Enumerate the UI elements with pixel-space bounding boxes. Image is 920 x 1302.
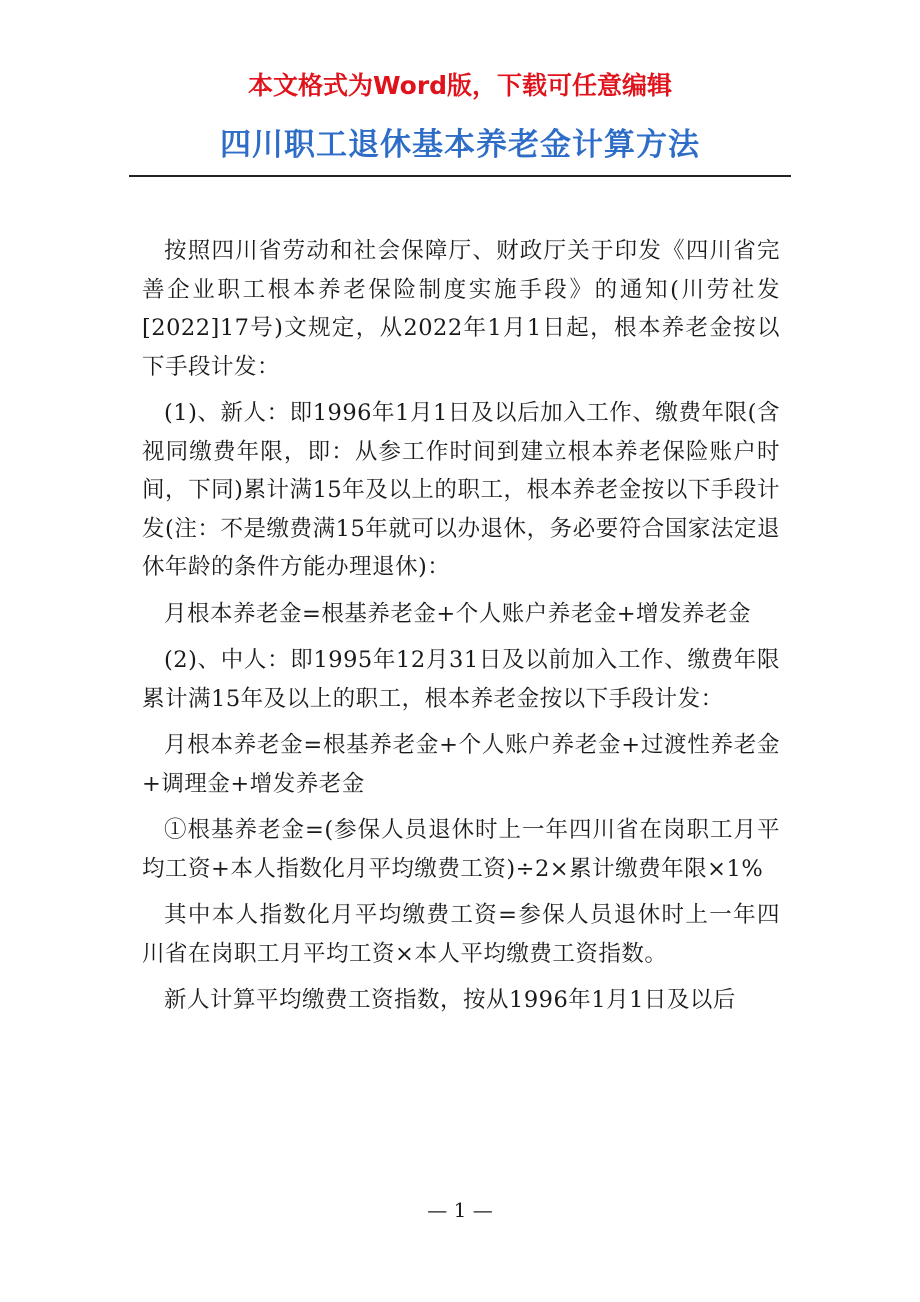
paragraph-new-retirees: (1)、新人：即1996年1月1日及以后加入工作、缴费年限(含视同缴费年限，即：从参工作时间到建立根本养老保险账户时间，下同)累计满15年及以上的职工，根本养老金按以下手段计发(注：不是缴费满15年就可以办退休，务必要符合国家法定退休年龄的条件方能办理退休)： bbox=[142, 400, 780, 580]
document-title: 四川职工退休基本养老金计算方法 bbox=[220, 127, 700, 163]
paragraph-intro: 按照四川省劳动和社会保障厅、财政厅关于印发《四川省完善企业职工根本养老保险制度实施手段》的通知(川劳社发[2022]17号)文规定，从2022年1月1日起，根本养老金按以下手段计发： bbox=[142, 238, 780, 380]
paragraph-middle-retirees: (2)、中人：即1995年12月31日及以前加入工作、缴费年限累计满15年及以上的职工，根本养老金按以下手段计发： bbox=[142, 647, 780, 712]
paragraph-indexed-wage: 其中本人指数化月平均缴费工资=参保人员退休时上一年四川省在岗职工月平均工资×本人平均缴费工资指数。 bbox=[142, 902, 780, 967]
document-body bbox=[142, 232, 780, 1028]
paragraph-base-pension: ①根基养老金=(参保人员退休时上一年四川省在岗职工月平均工资+本人指数化月平均缴费工资)÷2×累计缴费年限×1% bbox=[142, 817, 780, 882]
formula-middle-retirees: 月根本养老金=根基养老金+个人账户养老金+过渡性养老金+调理金+增发养老金 bbox=[142, 732, 780, 797]
page-number: — 1 — bbox=[427, 1198, 493, 1222]
formula-new-retirees: 月根本养老金=根基养老金+个人账户养老金+增发养老金 bbox=[164, 600, 752, 627]
title-underline-divider bbox=[129, 175, 791, 177]
paragraph-wage-index: 新人计算平均缴费工资指数，按从1996年1月1日及以后 bbox=[164, 987, 736, 1013]
format-notice-banner: 本文格式为Word版，下载可任意编辑 bbox=[247, 71, 673, 100]
